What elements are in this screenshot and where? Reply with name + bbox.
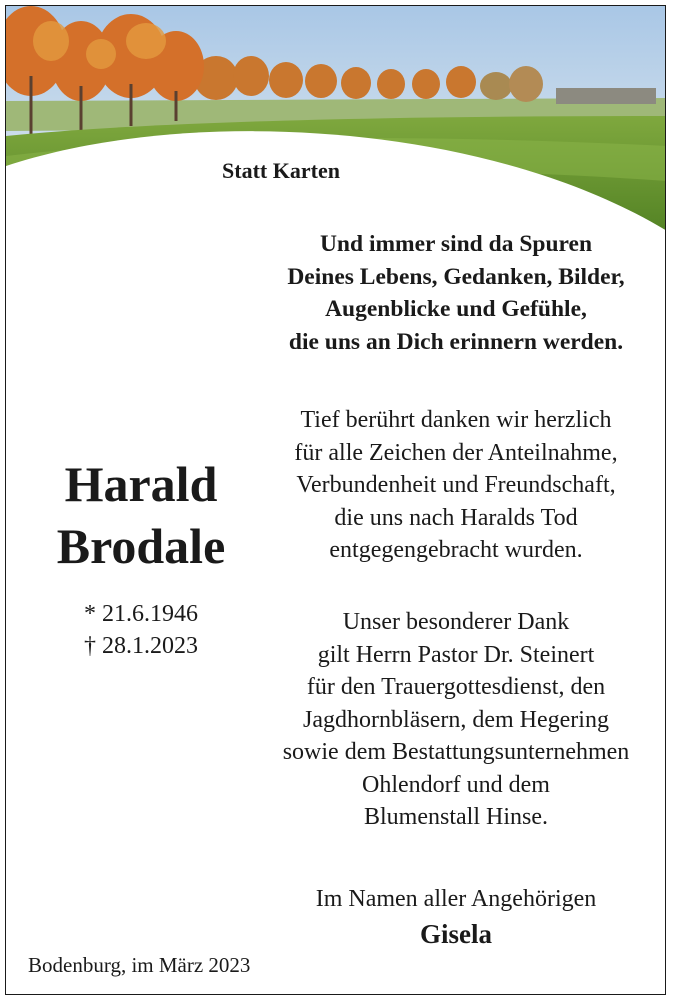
- thanks-line: Verbundenheit und Freundschaft,: [296, 472, 616, 498]
- deceased-name: [16, 453, 266, 577]
- thanks-line: entgegengebracht wurden.: [329, 537, 583, 563]
- thanks-line: Tief berührt danken wir herzlich: [300, 407, 612, 433]
- special-thanks-line: Blumenstall Hinse.: [364, 804, 548, 830]
- birth-date: * 21.6.1946: [84, 601, 198, 627]
- death-date: † 28.1.2023: [84, 633, 198, 659]
- header-statt-karten: Statt Karten: [222, 158, 340, 183]
- special-thanks-line: Ohlendorf und dem: [362, 771, 550, 798]
- first-name: Harald: [64, 456, 218, 512]
- special-thanks-line: sowie dem Bestattungsunternehmen: [282, 739, 630, 765]
- special-thanks-line: Unser besonderer Dank: [342, 609, 570, 635]
- special-thanks-line: für den Trauergottesdienst, den: [306, 674, 606, 700]
- special-thanks-paragraph: [246, 606, 666, 834]
- notice-frame: [5, 5, 666, 995]
- signature-intro: Im Namen aller Angehörigen: [315, 886, 597, 912]
- motto-verse: [246, 228, 666, 358]
- autumn-landscape-image: [6, 6, 666, 246]
- last-name: Brodale: [56, 518, 226, 574]
- thanks-line: die uns nach Haralds Tod: [334, 504, 578, 531]
- life-dates: [16, 598, 266, 662]
- special-thanks-line: gilt Herrn Pastor Dr. Steinert: [317, 641, 595, 668]
- motto-line: Augenblicke und Gefühle,: [325, 296, 587, 322]
- motto-line: Und immer sind da Spuren: [319, 231, 593, 257]
- thanks-paragraph: [246, 404, 666, 567]
- thanks-line: für alle Zeichen der Anteilnahme,: [294, 439, 618, 466]
- motto-line: Deines Lebens, Gedanken, Bilder,: [287, 263, 625, 290]
- special-thanks-line: Jagdhornbläsern, dem Hegering: [303, 706, 609, 733]
- motto-line: die uns an Dich erinnern werden.: [288, 328, 624, 355]
- signature-name: Gisela: [420, 919, 492, 949]
- place-and-date: Bodenburg, im März 2023: [28, 953, 251, 977]
